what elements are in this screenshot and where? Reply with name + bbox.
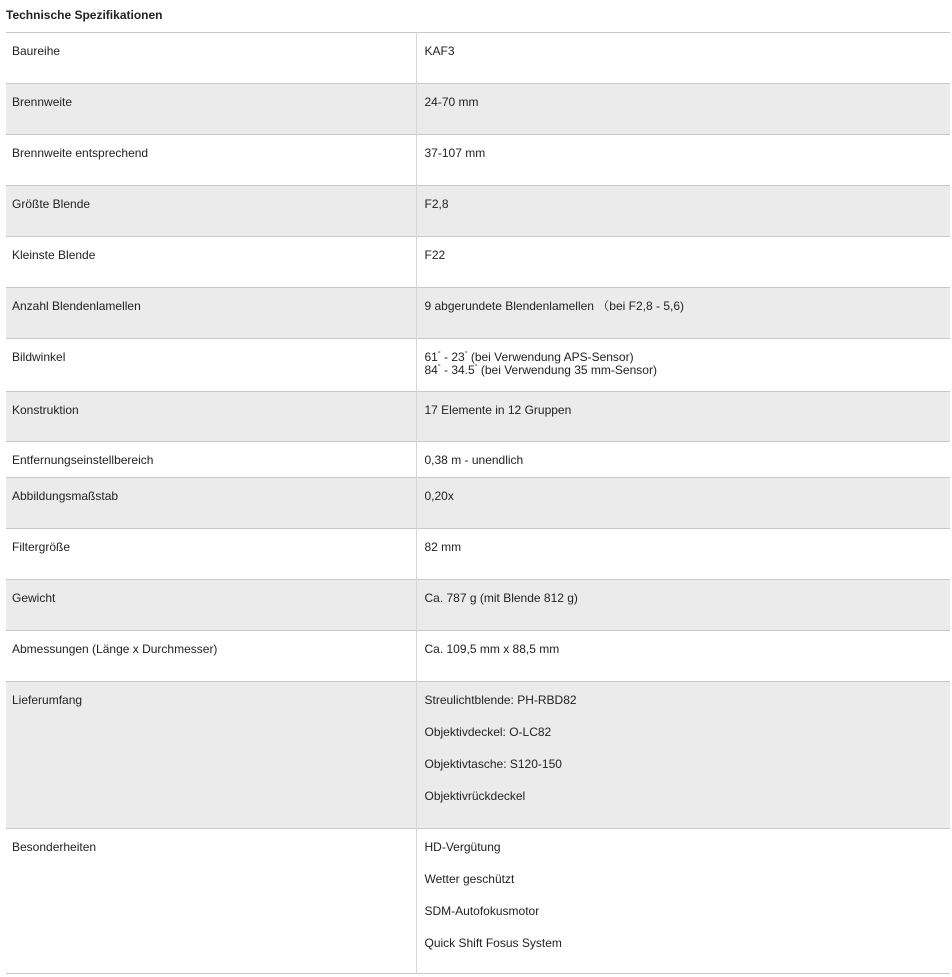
list-item: Streulichtblende: PH-RBD82 <box>424 693 577 707</box>
spec-value: 24-70 mm <box>416 84 950 135</box>
spec-value: F2,8 <box>416 186 950 237</box>
spec-value: 37-107 mm <box>416 135 950 186</box>
spec-value: 0,20x <box>416 478 950 529</box>
table-row <box>6 580 950 631</box>
spec-table <box>6 32 950 974</box>
list-item: Quick Shift Fosus System <box>424 936 562 950</box>
degree-symbol: ° <box>437 351 441 358</box>
table-row <box>6 84 950 135</box>
spec-value: KAF3 <box>416 33 950 84</box>
spec-value <box>416 682 950 829</box>
spec-value: 9 abgerundete Blendenlamellen （bei F2,8 - 5,6) <box>416 288 950 339</box>
spec-label: Gewicht <box>6 580 416 631</box>
list-item: Objektivtasche: S120-150 <box>424 757 562 771</box>
spec-label: Bildwinkel <box>12 350 66 364</box>
spec-label: Abmessungen (Länge x Durchmesser) <box>12 642 218 656</box>
table-row <box>6 288 950 339</box>
spec-value: Ca. 787 g (mit Blende 812 g) <box>416 580 950 631</box>
spec-value: Ca. 109,5 mm x 88,5 mm <box>416 631 950 682</box>
list-item: HD-Vergütung <box>424 840 501 854</box>
spec-value <box>416 339 950 392</box>
table-row <box>6 529 950 580</box>
degree-symbol: ° <box>464 351 468 358</box>
degree-symbol: ° <box>474 364 478 371</box>
spec-label: Kleinste Blende <box>12 248 96 262</box>
table-row <box>6 339 950 392</box>
list-item: Objektivdeckel: O-LC82 <box>424 725 552 739</box>
spec-value: F22 <box>416 237 950 288</box>
spec-label: Konstruktion <box>6 392 416 442</box>
spec-value: 0,38 m - unendlich <box>416 442 950 478</box>
table-row <box>6 442 950 478</box>
spec-label: Brennweite entsprechend <box>12 146 149 160</box>
list-item: SDM-Autofokusmotor <box>424 904 540 918</box>
spec-label: Besonderheiten <box>12 840 97 854</box>
spec-label: Abbildungsmaßstab <box>6 478 416 529</box>
spec-value: 17 Elemente in 12 Gruppen <box>416 392 950 442</box>
spec-value: 82 mm <box>416 529 950 580</box>
table-row <box>6 829 950 974</box>
spec-label: Filtergröße <box>12 540 71 554</box>
table-row <box>6 392 950 442</box>
spec-label: Lieferumfang <box>6 682 416 829</box>
spec-label: Entfernungseinstellbereich <box>12 453 154 467</box>
table-row <box>6 135 950 186</box>
spec-label: Baureihe <box>12 44 61 58</box>
spec-label: Größte Blende <box>6 186 416 237</box>
angle-line-35mm: 84° - 34.5° (bei Verwendung 35 mm-Sensor) <box>424 363 657 377</box>
table-row <box>6 682 950 829</box>
spec-label: Anzahl Blendenlamellen <box>6 288 416 339</box>
angle-line-aps: 61° - 23° (bei Verwendung APS-Sensor) <box>424 350 634 364</box>
table-row <box>6 237 950 288</box>
table-row <box>6 186 950 237</box>
section-title: Technische Spezifikationen <box>6 8 163 22</box>
list-item: Wetter geschützt <box>424 872 515 886</box>
table-row <box>6 631 950 682</box>
degree-symbol: ° <box>437 364 441 371</box>
table-row <box>6 33 950 84</box>
spec-value <box>416 829 950 974</box>
table-row <box>6 478 950 529</box>
list-item: Objektivrückdeckel <box>424 789 526 803</box>
spec-label: Brennweite <box>6 84 416 135</box>
